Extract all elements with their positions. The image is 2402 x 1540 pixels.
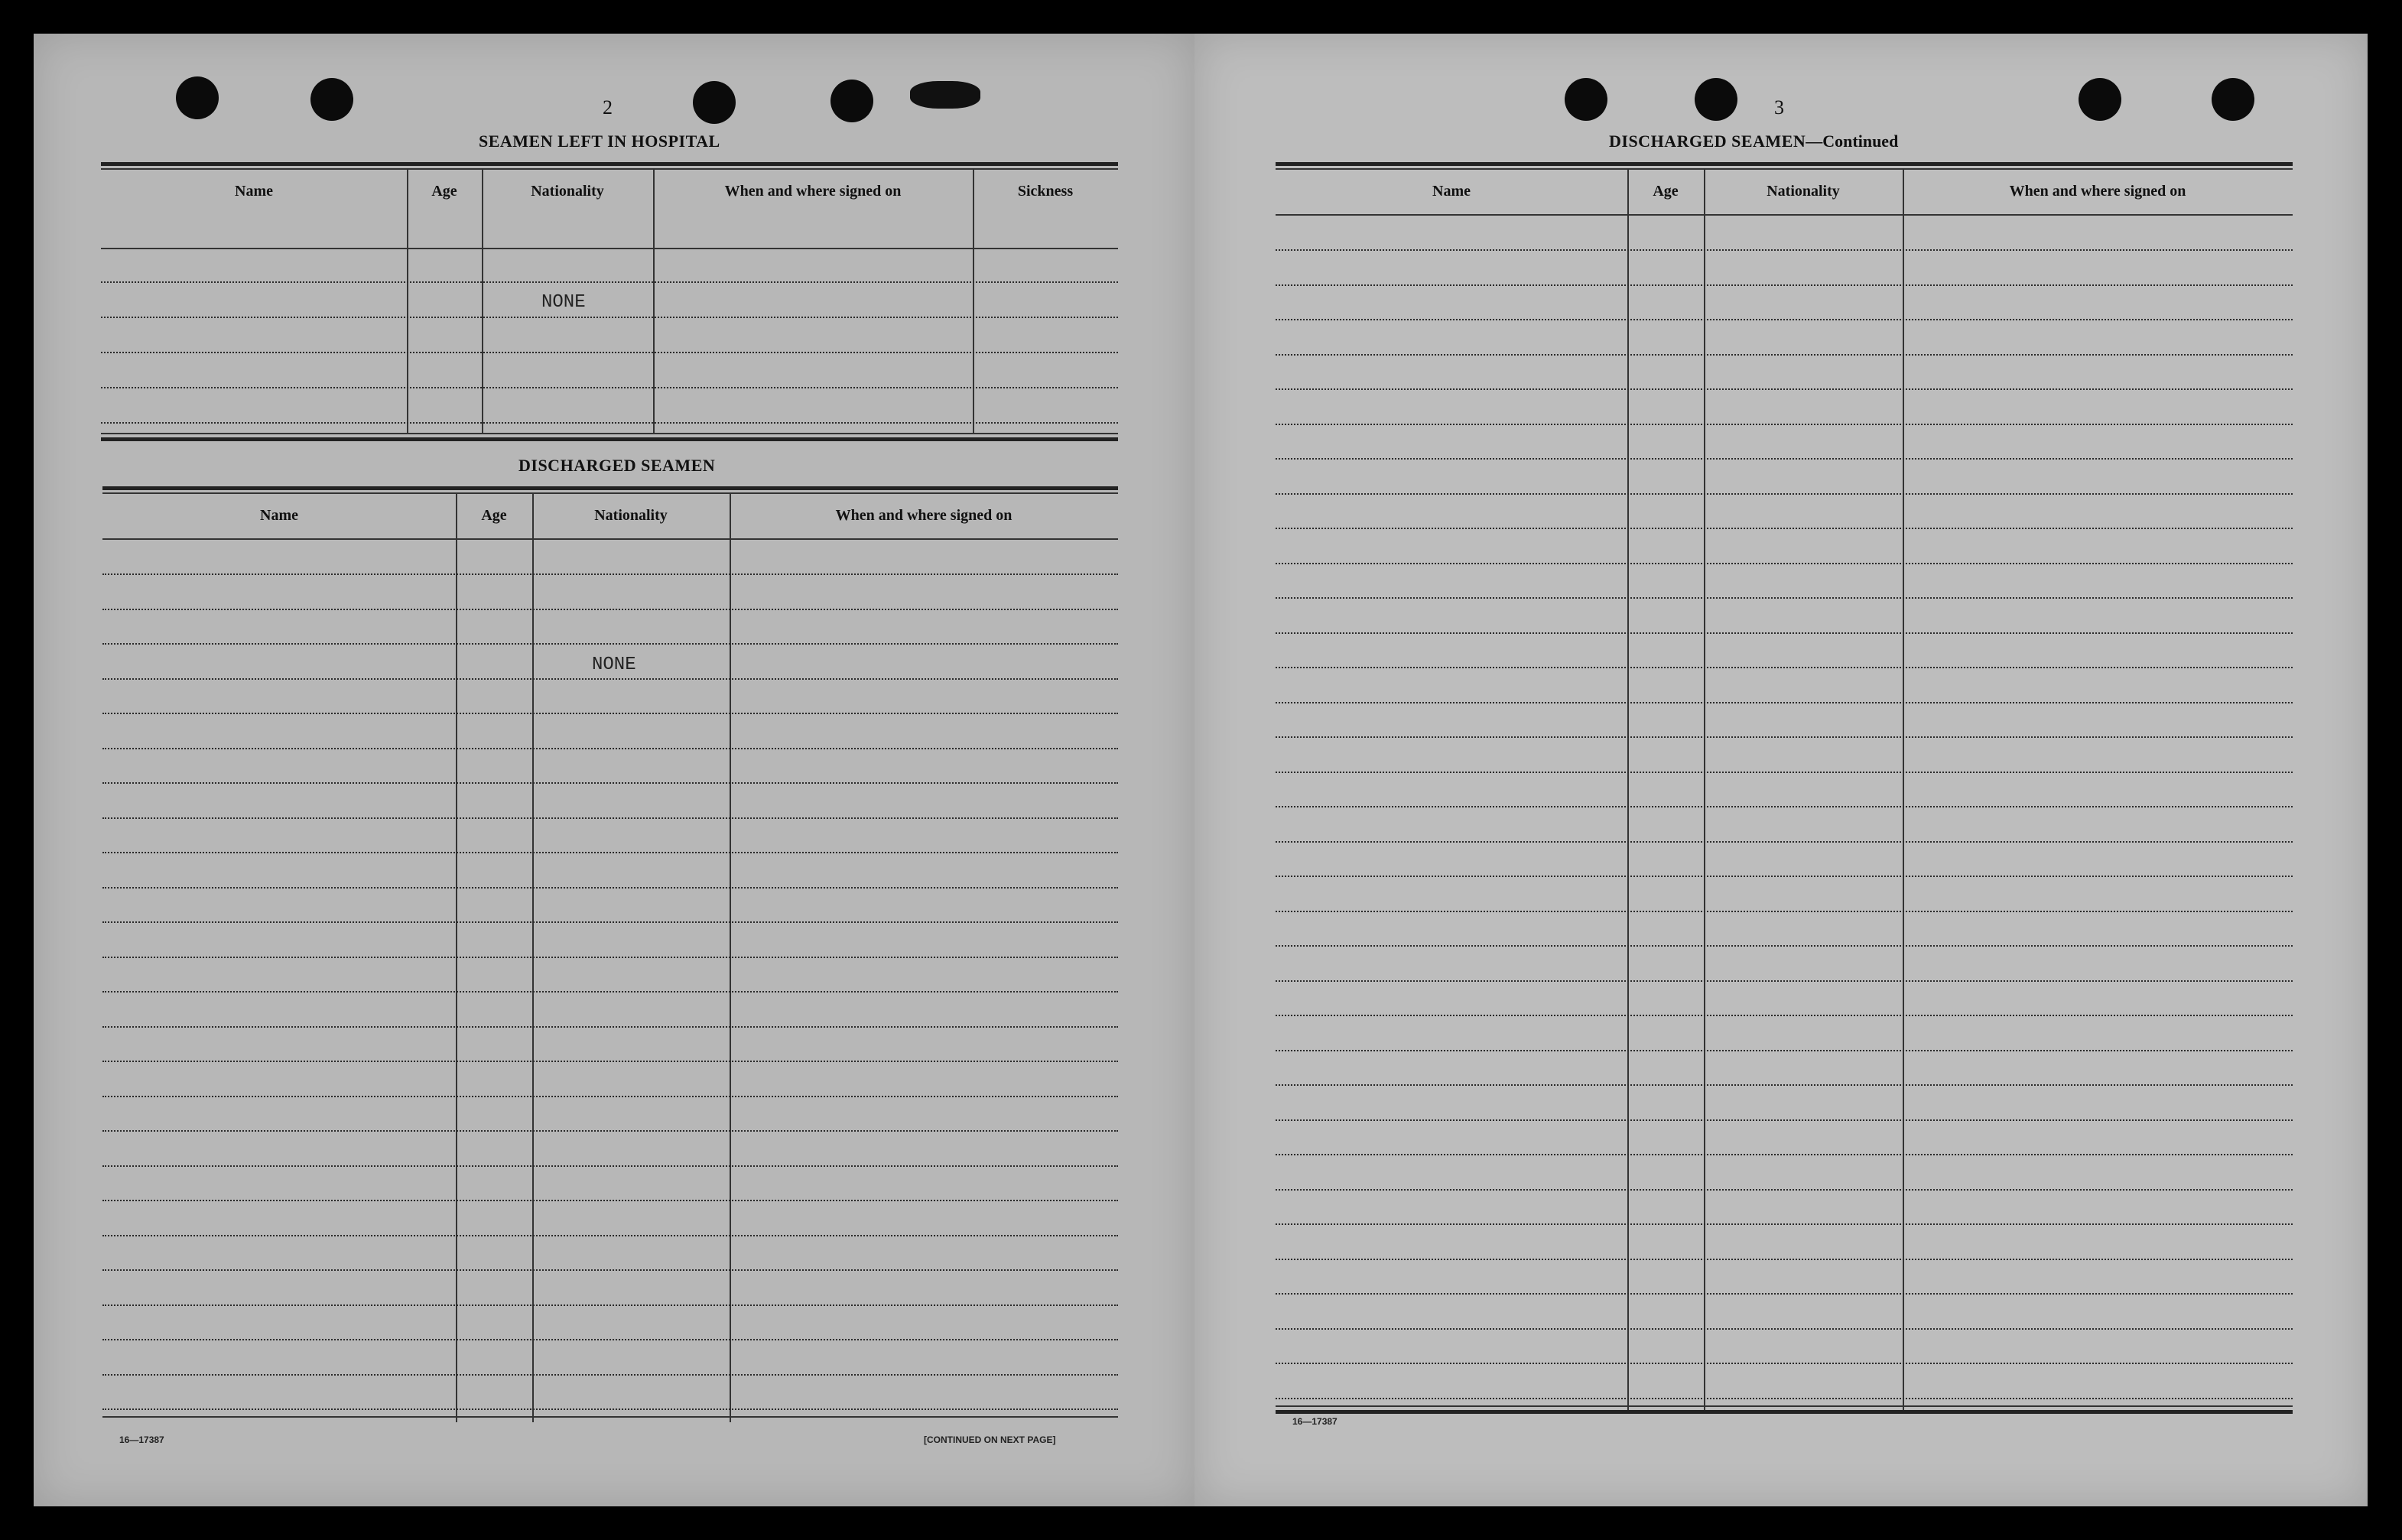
table-row <box>102 748 1118 749</box>
right-page <box>1194 34 2368 1506</box>
column-header-name: Name <box>235 182 273 200</box>
table-row <box>1276 911 2293 912</box>
discharged-title-text: DISCHARGED SEAMEN <box>1609 132 1806 151</box>
table-row <box>1276 980 2293 982</box>
table-row <box>102 1061 1118 1062</box>
table-row <box>1276 1293 2293 1295</box>
table-row <box>1276 388 2293 390</box>
table-row <box>1276 319 2293 320</box>
table-row <box>1276 354 2293 356</box>
table-row <box>1276 1015 2293 1016</box>
table-row <box>1276 597 2293 599</box>
table-row <box>1276 1223 2293 1225</box>
punch-hole <box>830 80 873 122</box>
table-row <box>102 1200 1118 1201</box>
table-row <box>1276 876 2293 877</box>
column-header-nationality: Nationality <box>1767 182 1840 200</box>
column-header-age: Age <box>481 506 507 524</box>
table-row <box>1276 458 2293 460</box>
table-row <box>102 1130 1118 1132</box>
punch-hole <box>1565 78 1607 121</box>
table-row <box>1276 284 2293 286</box>
table-row <box>102 1408 1118 1410</box>
hospital-section-title: SEAMEN LEFT IN HOSPITAL <box>479 132 720 151</box>
table-row <box>1276 1084 2293 1086</box>
table-row <box>101 422 1118 424</box>
table-row <box>1276 841 2293 843</box>
hospital-none-entry: NONE <box>541 292 586 313</box>
column-header-sickness: Sickness <box>1017 182 1074 200</box>
table-row <box>102 1374 1118 1376</box>
table-row <box>102 573 1118 575</box>
punch-hole <box>176 76 219 119</box>
table-row <box>1276 667 2293 668</box>
punch-hole <box>310 78 353 121</box>
table-row <box>1276 1050 2293 1051</box>
table-row <box>102 991 1118 993</box>
table-row <box>1276 424 2293 425</box>
table-row <box>1276 1259 2293 1260</box>
column-header-age: Age <box>431 182 457 200</box>
table-row <box>102 887 1118 889</box>
page-number: 3 <box>1774 96 1784 119</box>
table-row <box>102 957 1118 958</box>
table-row <box>1276 702 2293 703</box>
table-row <box>1276 1154 2293 1155</box>
table-row <box>102 1339 1118 1340</box>
table-row <box>1276 772 2293 773</box>
continued-note: [CONTINUED ON NEXT PAGE] <box>924 1434 1056 1445</box>
table-row <box>102 921 1118 923</box>
table-row <box>1276 1398 2293 1399</box>
punch-hole <box>1695 78 1737 121</box>
table-row <box>1276 249 2293 251</box>
table-row <box>102 852 1118 853</box>
table-row <box>102 1235 1118 1236</box>
table-row <box>1276 736 2293 738</box>
table-row <box>102 1269 1118 1271</box>
page-number: 2 <box>603 96 613 119</box>
table-row <box>101 281 1118 283</box>
table-row <box>102 609 1118 610</box>
table-row <box>102 1026 1118 1028</box>
table-row <box>102 678 1118 680</box>
table-row <box>1276 493 2293 495</box>
table-row <box>1276 1363 2293 1364</box>
left-page <box>34 34 1194 1506</box>
punch-hole <box>693 81 736 124</box>
table-row <box>101 317 1118 318</box>
table-row <box>102 1096 1118 1097</box>
discharged-continued-table <box>1276 162 2293 1447</box>
table-row <box>102 782 1118 784</box>
discharged-none-entry: NONE <box>592 655 636 675</box>
table-row <box>1276 1189 2293 1191</box>
table-row <box>102 817 1118 819</box>
column-header-signed-on: When and where signed on <box>835 506 1012 524</box>
column-header-nationality: Nationality <box>531 182 604 200</box>
continued-suffix: —Continued <box>1806 132 1899 151</box>
table-row <box>1276 806 2293 807</box>
table-row <box>102 1165 1118 1167</box>
column-header-name: Name <box>260 506 298 524</box>
form-number: 16—17387 <box>1292 1416 1338 1427</box>
table-row <box>102 713 1118 714</box>
column-header-signed-on: When and where signed on <box>724 182 902 200</box>
discharged-table <box>102 486 1118 1427</box>
discharged-continued-title <box>1609 132 1898 151</box>
column-header-name: Name <box>1432 182 1471 200</box>
table-row <box>102 643 1118 645</box>
column-header-signed-on: When and where signed on <box>2009 182 2186 200</box>
form-number: 16—17387 <box>119 1434 164 1445</box>
table-row <box>1276 1328 2293 1330</box>
punch-hole <box>2212 78 2254 121</box>
table-row <box>1276 563 2293 564</box>
hospital-table <box>101 162 1118 477</box>
table-row <box>101 387 1118 388</box>
punch-hole <box>2079 78 2121 121</box>
table-row <box>1276 1119 2293 1121</box>
table-row <box>1276 632 2293 634</box>
table-row <box>101 352 1118 353</box>
column-header-nationality: Nationality <box>594 506 668 524</box>
discharged-section-title: DISCHARGED SEAMEN <box>518 456 716 475</box>
table-row <box>1276 945 2293 947</box>
table-row <box>1276 528 2293 529</box>
ink-smudge <box>910 81 980 109</box>
column-header-age: Age <box>1653 182 1679 200</box>
table-row <box>102 1304 1118 1306</box>
